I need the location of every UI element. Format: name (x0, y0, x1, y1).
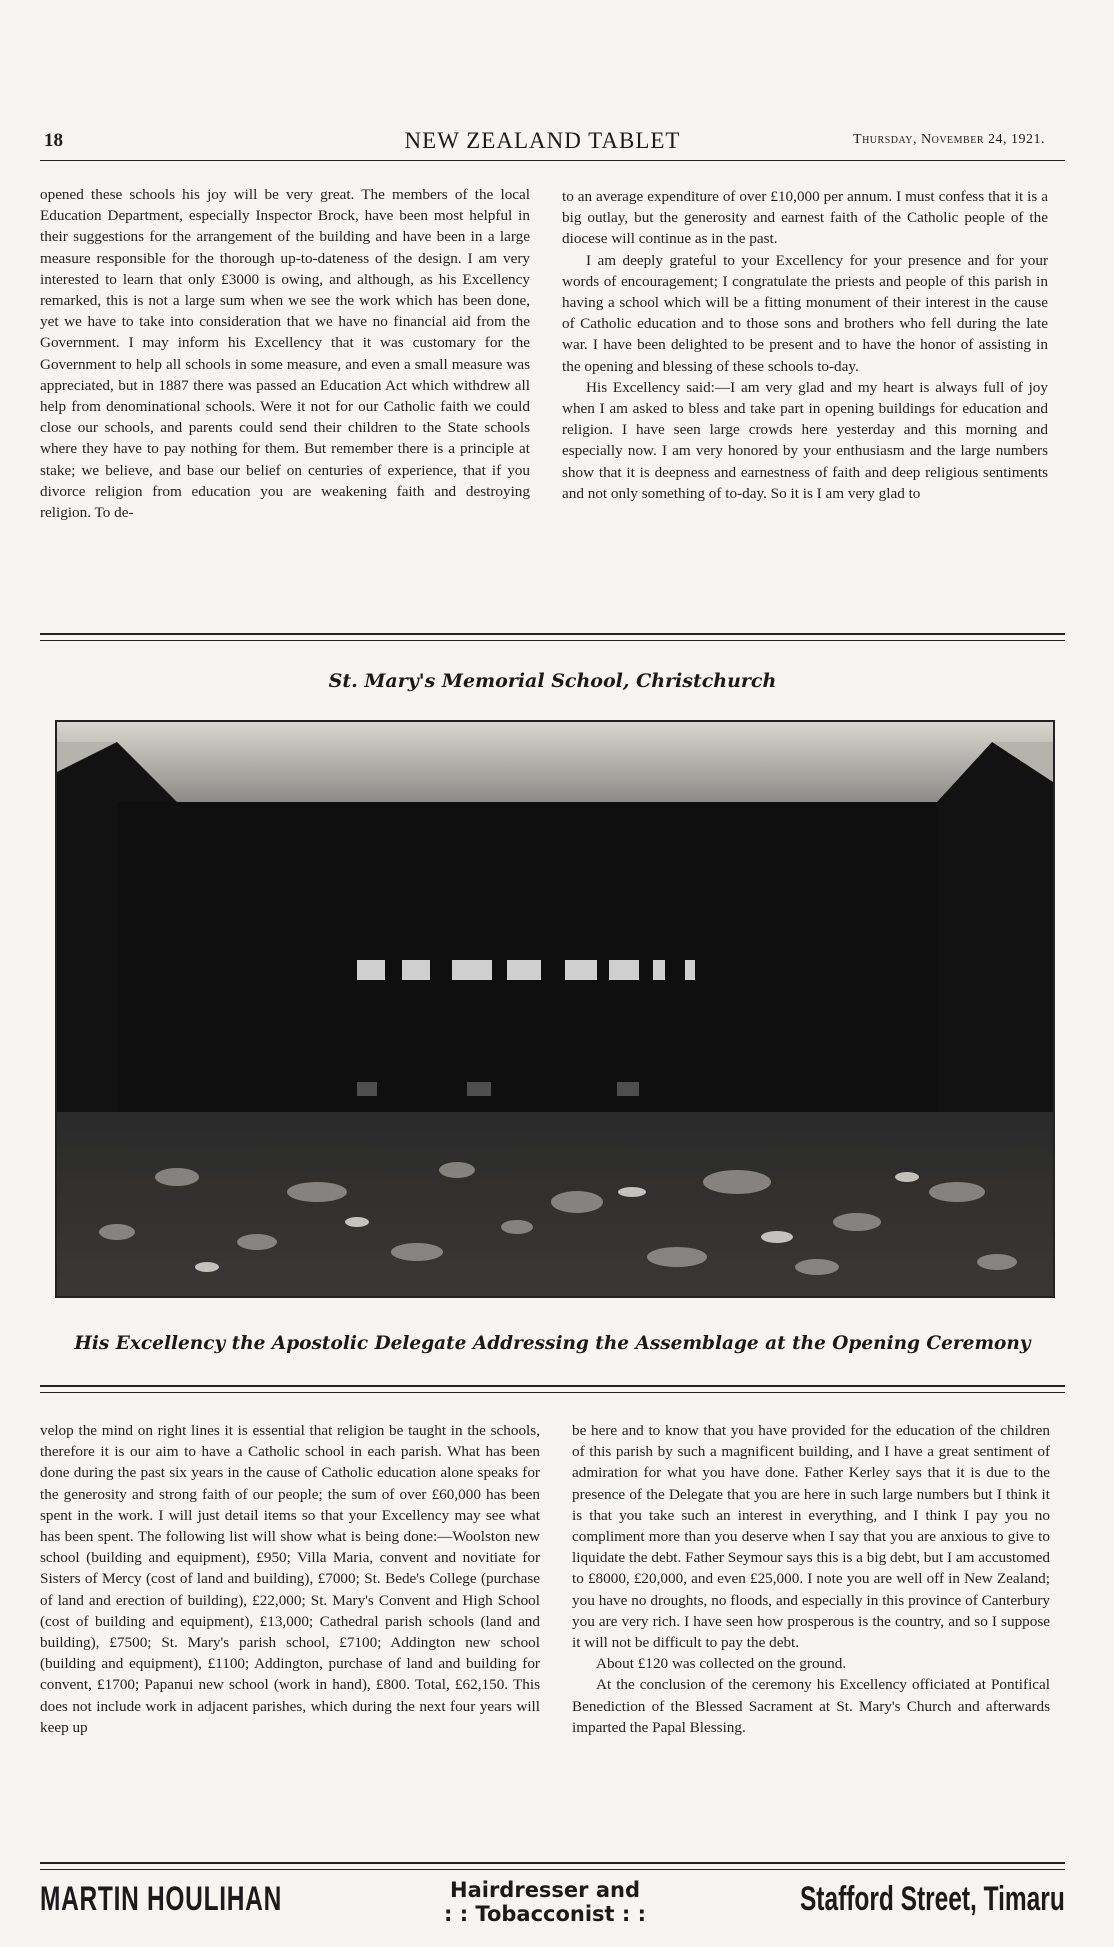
photo-title: St. Mary's Memorial School, Christchurch (328, 670, 777, 692)
page-header (40, 126, 1045, 156)
ad-business-name: MARTIN HOULIHAN (40, 1880, 282, 1918)
page-number: 18 (44, 130, 63, 151)
advertisement-divider (40, 1862, 1065, 1870)
paragraph: At the conclusion of the ceremony his Excellency officiated at Pontifical Benediction of the Blessed Sacrament at St. Mary's Church and afterwards imparted the Papal Blessing. (572, 1676, 1050, 1736)
paragraph: I am deeply grateful to your Excellency for your presence and for your words of encouragement; I congratulate the priests and people of this parish in having a school which will be a fitting monument of their interest in the cause of Catholic education and to those sons and brothers who fell during the late war. I have been delighted to be present and to have the honor of assisting in the opening and blessing of these schools to-day. (562, 251, 1048, 375)
top-right-column (562, 186, 1048, 504)
photo-illustration (57, 722, 1053, 1296)
ad-trade-line2: : : Tobacconist : : (443, 1902, 646, 1926)
paragraph: be here and to know that you have provided for the education of the children of this parish by such a magnificent building, and I have a great sentiment of admiration for what you have done. Father Kerley says that it is due to the presence of the Delegate that you are here in such large numbers but I think it is that you take such an interest in everything, and I think I pay you no compliment more than you deserve when I say that you are anxious to give to liquidate the debt. Father Seymour says this is a big debt, but I am accustomed to £8000, £20,000, and even £25,000. I note you are well off in New Zealand; you have no droughts, no floods, and especially in this province of Canterbury you are very rich. I have seen how prosperous is the country, and so I suppose it will not be difficult to pay the debt. (572, 1422, 1050, 1652)
paragraph: to an average expenditure of over £10,000 per annum. I must confess that it is a big outlay, but the generosity and earnest faith of the Catholic people of the diocese will continue as in the past. (562, 188, 1048, 248)
section-divider (40, 1385, 1065, 1393)
paragraph: opened these schools his joy will be very great. The members of the local Education Department, especially Inspector Brock, have been most helpful in their suggestions for the arrangement of the building and have been in a large measure responsible for the thorough up-to-dateness of the design. I am very interested to learn that only £3000 is owing, and although, as his Excellency remarked, this is not a large sum when we see the work which has been done, yet we have to take into consideration that we have no financial aid from the Government. I may inform his Excellency that it was customary for the Government to help all schools in some measure, and even a small measure was appreciated, but in 1887 there was passed an Education Act which withdrew all help from denominational schools. Were it not for our Catholic faith we could close our schools, and parents could send their children to the State schools where they have to pay nothing for them. But remember there is a principle at stake; we believe, and base our belief on centuries of experience, that if you divorce religion from education you are weakening faith and destroying religion. To de- (40, 186, 530, 522)
paragraph: velop the mind on right lines it is essential that religion be taught in the schools, therefore it is our aim to have a Catholic school in each parish. What has been done during the past six years in the cause of Catholic education alone speaks for the generosity and strong faith of our people; the sum of over £60,000 has been spent in the work. I will just detail items so that your Excellency may see what has been spent. The following list will show what is being done:—Woolston new school (building and equipment), £950; Villa Maria, convent and novitiate for Sisters of Mercy (cost of land and building), £7000; St. Bede's College (purchase of land and erection of building), £22,000; St. Mary's Convent and High School (cost of building and equipment), £13,000; Cathedral parish schools (land and building), £7500; St. Mary's parish school, £7100; Addington new school (building and equipment), £1100; Addington, purchase of land and building for convent, £1700; Papanui new school (work in hand), £800. Total, £62,150. This does not include work in adjacent parishes, which during the next four years will keep up (40, 1422, 540, 1736)
ad-trade-line1: Hairdresser and (450, 1878, 640, 1902)
paragraph: About £120 was collected on the ground. (596, 1655, 847, 1673)
header-rule (40, 160, 1065, 161)
advertisement (40, 1878, 1065, 1928)
section-divider (40, 633, 1065, 641)
bottom-right-column (572, 1420, 1050, 1738)
photo-caption: His Excellency the Apostolic Delegate Addressing the Assemblage at the Opening Ceremony (74, 1333, 1031, 1354)
masthead-title: NEW ZEALAND TABLET (404, 128, 681, 153)
bottom-left-column (40, 1420, 540, 1738)
ad-address: Stafford Street, Timaru (800, 1880, 1065, 1918)
crowd-photograph (55, 720, 1055, 1298)
issue-date: Thursday, November 24, 1921. (853, 132, 1045, 147)
ad-trade (395, 1878, 695, 1926)
top-left-column (40, 184, 530, 523)
paragraph: His Excellency said:—I am very glad and my heart is always full of joy when I am asked to bless and take part in opening buildings for education and religion. I have seen large crowds here yesterday and this morning and especially now. I am very honored by your enthusiasm and the large numbers show that it is deepness and earnestness of faith and deep religious sentiments and not only something of to-day. So it is I am very glad to (562, 378, 1048, 502)
